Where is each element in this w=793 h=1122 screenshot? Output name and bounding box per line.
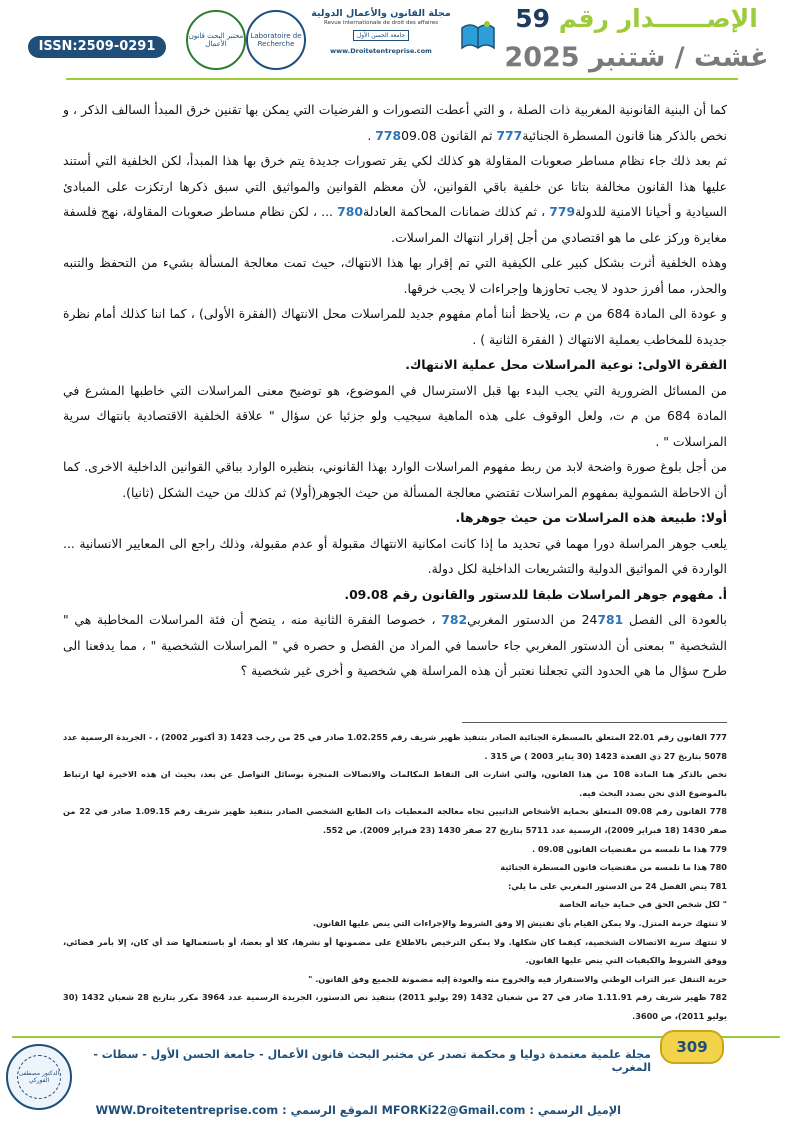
lab-logo [186, 10, 246, 70]
footer-contact [95, 1104, 621, 1117]
university-row [306, 30, 456, 41]
body-paragraph: من المسائل الضرورية التي يجب البدء بها قبل الاسترسال في الموضوع، هو توضيح معنى المراسلات التي خاطبها المشرع في المادة 684 من م ت، ولعل الوقوف على هذه الماهية سيجيب ولو جزئيا عن سؤال " علاقة الخلفية الاقتصادية بانتهاك سرية المراسلات " . [63, 382, 727, 449]
footnote-item: 782 ظهير شريف رقم 1.11.91 صادر في 27 من شعبان 1432 (29 يوليو 2011) بتنفيذ نص الدستور، الجريدة الرسمية عدد 3964 مكرر بتاريخ 28 شعبان 1432 (30 يوليو 2011)، ص 3600. [63, 992, 728, 1021]
footnote-item: حرية التنقل عبر التراب الوطني والاستقرار فيه والخروج منه والعودة إليه مضمونة للجميع وفق القانون. " [308, 973, 727, 984]
seal-logo [6, 1044, 72, 1110]
issn-badge: ISSN:2509-0291 [28, 36, 166, 58]
footnote-reference[interactable]: 779 [549, 204, 576, 219]
logos-area [178, 6, 486, 70]
journal-subtitle: Revue internationale de droit des affaires [324, 20, 438, 26]
section-heading: أ. مفهوم جوهر المراسلات طبقا للدستور والقانون رقم 09.08. [344, 586, 727, 602]
body-paragraph: يلعب جوهر المراسلة دورا مهما في تحديد ما إذا كانت امكانية الانتهاك مقبولة أو عدم مقبولة، وذلك راجع الى المعايير الانسانية ... الواردة في المواثيق الدولية والتشريعات الداخلية لكل دولة. [63, 535, 727, 576]
email-label: الإميل الرسمي : [529, 1104, 621, 1117]
footnote-item: لا تنتهك حرمة المنزل. ولا يمكن القيام بأي تفتيش إلا وفق الشروط والإجراءات التي ينص عليها القانون. [312, 917, 727, 928]
open-book-icon [458, 16, 498, 56]
footnotes [63, 728, 727, 1026]
email-address[interactable]: MFORKi22@Gmail.com [381, 1104, 526, 1117]
issue-date: غشت / شتنبر 2025 [504, 42, 769, 73]
footnote-item: نخص بالذكر هنا المادة 108 من هذا القانون، والتي اشارت الى التقاط المكالمات والاتصالات المنجزة بوسائل التواصل عن بعد، بحيث ان هذه الاخيرة لها ارتباط بالموضوع الذي نحن بصدد البحث فيه. [63, 769, 727, 798]
lab-logo-text: مختبر البحث قانون الأعمال [188, 32, 244, 48]
footnote-item: " لكل شخص الحق في حماية حياته الخاصة [559, 899, 727, 910]
issue-number: 59 [515, 4, 550, 33]
website-link[interactable]: WWW.Droitetentreprise.com [95, 1104, 279, 1117]
footnote-item: 780 هذا ما نلمسه من مقتضيات قانون المسطرة الجنائية [500, 862, 727, 873]
body-paragraph: و عودة الى المادة 684 من م ت، يلاحظ أننا أمام مفهوم جديد للمراسلات محل الانتهاك (الفقرة الأولى) ، كما اننا كذلك أمام نظرة جديدة للمخاطب بعملية الانتهاك ( الفقرة الثانية ) . [63, 306, 727, 347]
body-paragraph: بالعودة الى الفصل 24781 من الدستور المغربي782 ، خصوصا الفقرة الثانية منه ، يتضح أن فئة المراسلات المخاطبة هي " الشخصية " بمعنى أن الدستور المغربي جاء حاسما في المراد من الفصل و حصره في " المراسلات الشخصية " ، مما يدفعنا الى طرح سؤال ما هي الحدود التي تجعلنا نعتبر أن هذه المراسلة هي شخصية و أخرى غير شخصية ؟ [63, 612, 727, 678]
footnote-reference[interactable]: 778 [375, 127, 402, 143]
body-paragraph: وهذه الخلفية أثرت بشكل كبير على الكيفية التي تم إقرار بها هذا الانتهاك، حيث تمت معالجة المسألة بشيء من التحفظ والتنبه والحذر، مما أفرز حدود لا يجب تحاوزها وإجراءات لا يجب خرقها. [63, 255, 727, 296]
section-heading: الفقرة الاولى: نوعية المراسلات محل عملية الانتهاك. [405, 357, 727, 372]
issue-box [494, 2, 779, 76]
footer-journal-description: مجلة علمية معتمدة دوليا و محكمة تصدر عن مختبر البحث قانون الأعمال - جامعة الحسن الأول - سطات - المغرب [93, 1048, 651, 1074]
research-lab-logo [246, 10, 306, 70]
footnote-item: 778 القانون رقم 09.08 المتعلق بحماية الأشخاص الذاتيين تجاه معالجة المعطيات ذات الطابع الشخصي الصادر بتنفيذ ظهير شريف رقم 1.09.15 صادر في 22 من صفر 1430 (18 فبراير 2009)، الرسمية عدد 5711 بتاريخ 27 صفر 1430 (23 فبراير 2009). ص 552. [63, 806, 727, 835]
footnote-item: 781 ينص الفصل 24 من الدستور المغربي على ما يلي: [508, 880, 727, 891]
site-label: الموقع الرسمي : [282, 1104, 378, 1117]
footnote-reference[interactable]: 782 [441, 612, 468, 627]
seal-text: الدكتور مصطفى الفوركي [17, 1055, 61, 1099]
body-paragraph: من أجل بلوغ صورة واضحة لابد من ربط مفهوم المراسلات الوارد بهذا القانوني، بنظيره الوارد بباقي القوانين الداخلية الاخرى. كما أن الاحاطة الشمولية بمفهوم المراسلات تقتضي معالجة المسألة من حيث الجوهر(أولا) ثم كذلك من حيث الشكل (ثانيا). [63, 459, 727, 500]
body-paragraph: كما أن البنية القانونية المغربية ذات الصلة ، و التي أعطت التصورات و الفرضيات التي يمكن بها تقنين خرق المبدأ السالف الذكر ، و نخص بالذكر هنا قانون المسطرة الجنائية777 ثم القانون 77809.08 . [63, 102, 727, 143]
issue-number-line [494, 2, 779, 36]
page-number: 309 [660, 1030, 724, 1064]
university-name: جامعة الحسن الأول [353, 30, 409, 41]
research-lab-logo-text: Laboratoire de Recherche [250, 32, 302, 48]
body-paragraph: ثم بعد ذلك جاء نظام مساطر صعوبات المقاولة هو كذلك لكي يقر تصورات جديدة يتم خرق بها هذا المبدأ، لكن الخلفية التي أستند عليها هذا القانون مخالفة بتاتا عن خلفية باقي القوانين، لأن معظم القوانين والمواثيق التي سبق ذكرها ارتكزت على المبادئ السيادية و أحيانا الامنية للدولة779 ، ثم كذلك ضمانات المحاكمة العادلة780 ... ، لكن نظام مساطر صعوبات المقاولة، نهج فلسفة مغايرة وركز على ما هو اقتصادي من أجل إقرار انتهاك المراسلات. [63, 153, 727, 245]
footnote-reference[interactable]: 780 [337, 204, 363, 219]
footnote-reference[interactable]: 781 [597, 612, 624, 627]
article-body [63, 97, 727, 684]
footnote-item: 777 القانون رقم 22.01 المتعلق بالمسطرة الجنائية الصادر بتنفيذ ظهير شريف رقم 1.02.255 صادر في 25 من رجب 1423 (3 أكتوبر 2002) ، - الجريدة الرسمية عدد 5078 بتاريخ 27 ذي القعدة 1423 (30 يناير 2003 ) ص 315 . [63, 732, 727, 761]
journal-title-block [306, 8, 456, 55]
footnote-separator [462, 722, 727, 723]
footnote-item: لا تنتهك سرية الاتصالات الشخصية، كيفما كان شكلها. ولا يمكن الترخيص بالاطلاع على مضمونها أو نشرها، كلا أو بعضا، أو باستعمالها ضد أي كان، إلا بأمر قضائي، ووفق الشروط والكيفيات التي ينص عليها القانون. [63, 936, 727, 966]
journal-website: www.Droitetentreprise.com [330, 47, 432, 55]
page-header [0, 0, 793, 86]
footnote-item: 779 هذا ما نلمسه من مقتضيات القانون 09.08 . [532, 843, 727, 854]
footnote-reference[interactable]: 777 [496, 127, 523, 143]
issue-prefix: الإصــــــدار رقم [558, 4, 758, 33]
journal-name: مجلة القانون والأعمال الدولية [311, 8, 451, 19]
header-divider [66, 78, 738, 80]
section-heading: أولا: طبيعة هذه المراسلات من حيث جوهرها. [455, 510, 727, 525]
